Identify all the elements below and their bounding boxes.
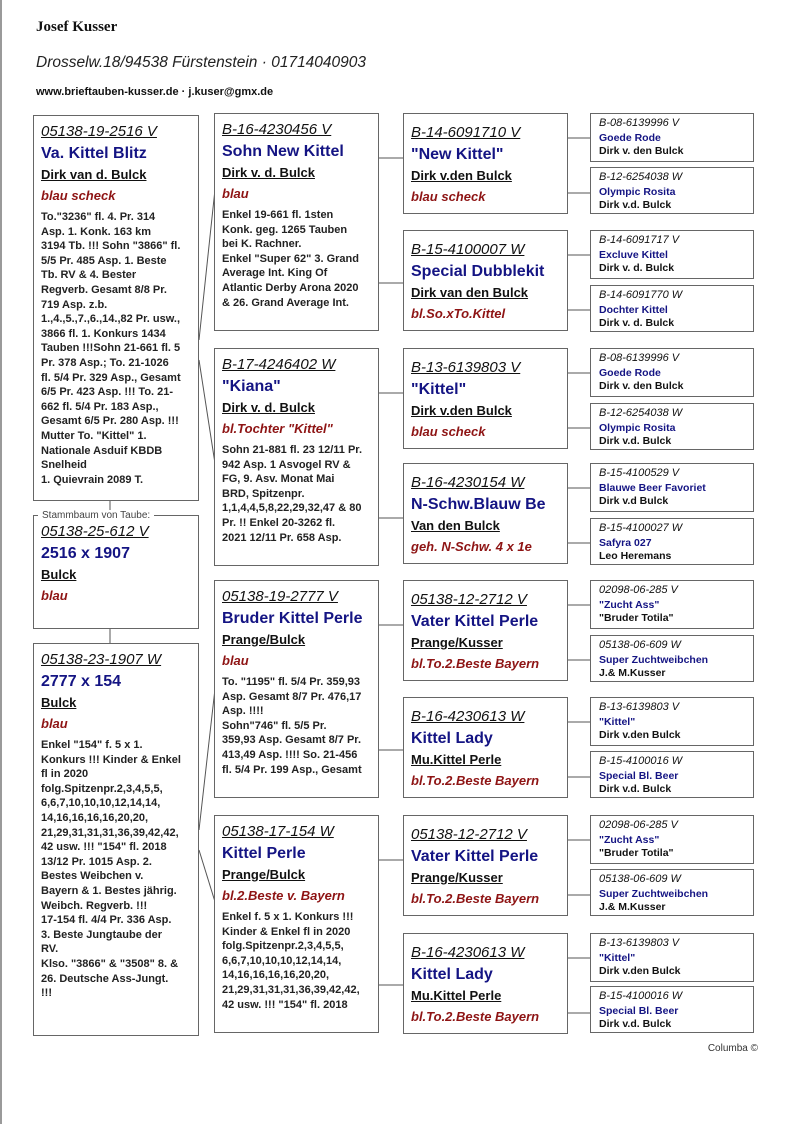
pigeon-ring: B-12-6254038 W xyxy=(599,407,683,419)
footer-credit: Columba © xyxy=(707,1043,758,1054)
pigeon-name: Special Bl. Beer xyxy=(599,1005,679,1017)
grandparent-box xyxy=(214,113,379,331)
pigeon-notes: Sohn 21-881 fl. 23 12/11 Pr. 942 Asp. 1 Asvogel RV & FG, 9. Asv. Monat Mai BRD, Spitzenpr. 1,1,4,4,5,8,22,29,32,47 & 80 Pr. !! Enkel 20-3262 fl. 2021 12/11 Pr. 658 Asp. xyxy=(222,444,363,544)
great-grandparent-box xyxy=(403,348,568,449)
pigeon-color: bl.To.2.Beste Bayern xyxy=(411,773,540,788)
pigeon-breeder: Leo Heremans xyxy=(599,550,672,562)
owner-web-email: www.brieftauben-kusser.de · j.kuser@gmx.de xyxy=(36,86,274,98)
father-box xyxy=(33,115,199,501)
pigeon-ring: B-16-4230613 W xyxy=(411,944,525,961)
great-great-grandparent-box xyxy=(590,348,754,397)
pigeon-color: geh. N-Schw. 4 x 1e xyxy=(411,539,532,554)
pigeon-name: Vater Kittel Perle xyxy=(411,848,539,865)
pigeon-breeder: J.& M.Kusser xyxy=(599,667,666,679)
pigeon-notes: Enkel "154" f. 5 x 1. Konkurs !!! Kinder & Enkel fl in 2020 folg.Spitzenpr.2,3,4,5,5, 6,6,7,10,10,10,12,14,14, 14,16,16,16,16,20,20, 21,29,31,31,31,36,39,42,42, 42 usw. !!! "154" fl. 2018 13/12 Pr. 1015 Asp. 2. Bestes Weibchen v. Bayern & 1. Bestes jährig. Weibch. Regverb. !!! 17-154 fl. 4/4 Pr. 336 Asp. 3. Beste Jungtaube der RV. Klso. "3866" & "3508" 8. & 26. Deutsche Ass-Jungt. !!! xyxy=(41,739,181,1000)
great-grandparent-box xyxy=(403,113,568,214)
pigeon-name: "New Kittel" xyxy=(411,146,504,163)
mother-box xyxy=(33,643,199,1036)
pigeon-breeder: Prange/Bulck xyxy=(222,632,306,647)
great-great-grandparent-box xyxy=(590,815,754,864)
pigeon-name: Kittel Lady xyxy=(411,966,493,983)
pigeon-breeder: Prange/Bulck xyxy=(222,867,306,882)
pigeon-ring: 05138-06-609 W xyxy=(599,639,681,651)
grandparent-box xyxy=(214,348,379,566)
pigeon-name: Super Zuchtweibchen xyxy=(599,654,709,666)
pigeon-name: "Kittel" xyxy=(411,381,467,398)
grandparent-box xyxy=(214,815,379,1033)
pigeon-color: bl.To.2.Beste Bayern xyxy=(411,656,540,671)
pigeon-ring: B-16-4230154 W xyxy=(411,474,525,491)
pigeon-ring: B-13-6139803 V xyxy=(599,937,680,949)
pigeon-ring: 05138-25-612 V xyxy=(41,523,149,540)
pigeon-name: "Kittel" xyxy=(599,952,636,964)
pigeon-breeder: Prange/Kusser xyxy=(411,870,503,885)
pigeon-ring: B-14-6091770 W xyxy=(599,289,683,301)
pigeon-breeder: Dirk v.d. Bulck xyxy=(599,435,672,447)
pigeon-name: "Zucht Ass" xyxy=(599,834,660,846)
pigeon-color: blau xyxy=(41,588,68,603)
great-great-grandparent-box xyxy=(590,869,754,916)
great-great-grandparent-box xyxy=(590,933,754,982)
pigeon-breeder: Dirk v.d. Bulck xyxy=(599,1018,672,1030)
owner-name: Josef Kusser xyxy=(36,19,118,35)
great-great-grandparent-box xyxy=(590,167,754,214)
pigeon-breeder: Mu.Kittel Perle xyxy=(411,988,502,1003)
pigeon-name: "Zucht Ass" xyxy=(599,599,660,611)
pigeon-ring: B-13-6139803 V xyxy=(599,701,680,713)
great-great-grandparent-box xyxy=(590,230,754,279)
subject-box xyxy=(33,515,199,629)
great-grandparent-box xyxy=(403,463,568,564)
pigeon-color: blau xyxy=(222,653,249,668)
pigeon-name: "Kittel" xyxy=(599,716,636,728)
great-great-grandparent-box xyxy=(590,635,754,682)
pigeon-color: bl.To.2.Beste Bayern xyxy=(411,1009,540,1024)
pigeon-ring: B-13-6139803 V xyxy=(411,359,521,376)
pigeon-breeder: Bulck xyxy=(41,567,77,582)
great-great-grandparent-box xyxy=(590,986,754,1033)
pigeon-breeder: Dirk v.den Bulck xyxy=(599,729,681,741)
pigeon-name: Goede Rode xyxy=(599,132,661,144)
pigeon-breeder: J.& M.Kusser xyxy=(599,901,666,913)
pigeon-breeder: Dirk v.den Bulck xyxy=(599,965,681,977)
pigeon-name: Olympic Rosita xyxy=(599,186,676,198)
pigeon-color: blau scheck xyxy=(411,424,486,439)
pigeon-breeder: Dirk v.den Bulck xyxy=(411,403,512,418)
pigeon-notes: To."3236" fl. 4. Pr. 314 Asp. 1. Konk. 163 km 3194 Tb. !!! Sohn "3866" fl. 5/5 Pr. 485 Asp. 1. Beste Tb. RV & 4. Bester Regverb. Gesamt 8/8 Pr. 719 Asp. z.b. 1.,4.,5.,7.,6.,14.,82 Pr. usw., 3866 fl. 1. Konkurs 1434 Tauben !!!Sohn 21-661 fl. 5 Pr. 378 Asp.; To. 21-1026 fl. 5/4 Pr. 329 Asp., Gesamt 6/5 Pr. 423 Asp. !!! To. 21- 662 fl. 5/4 Pr. 183 Asp., Gesamt 6/5 Pr. 280 Asp. !!! Mutter To. "Kittel" 1. Nationale Asduif KBDB Snelheid 1. Quievrain 2089 T. xyxy=(41,211,181,486)
pigeon-ring: B-15-4100016 W xyxy=(599,755,683,767)
pigeon-ring: B-08-6139996 V xyxy=(599,117,680,129)
pigeon-name: Sohn New Kittel xyxy=(222,143,344,160)
pigeon-ring: 05138-23-1907 W xyxy=(41,651,162,668)
great-great-grandparent-box xyxy=(590,285,754,332)
pigeon-ring: B-14-6091710 V xyxy=(411,124,521,141)
great-great-grandparent-box xyxy=(590,518,754,565)
pigeon-ring: 05138-12-2712 V xyxy=(411,826,527,843)
pigeon-ring: 05138-17-154 W xyxy=(222,823,334,840)
great-grandparent-box xyxy=(403,580,568,681)
pigeon-notes: To. "1195" fl. 5/4 Pr. 359,93 Asp. Gesamt 8/7 Pr. 476,17 Asp. !!!! Sohn"746" fl. 5/5 Pr. 359,93 Asp. Gesamt 8/7 Pr. 413,49 Asp. !!!! So. 21-456 fl. 5/4 Pr. 199 Asp., Gesamt xyxy=(222,676,362,776)
great-great-grandparent-box xyxy=(590,580,754,629)
pigeon-breeder: Prange/Kusser xyxy=(411,635,503,650)
pigeon-breeder: Dirk v. d. Bulck xyxy=(599,317,675,329)
pigeon-ring: B-08-6139996 V xyxy=(599,352,680,364)
pigeon-breeder: Dirk v.d. Bulck xyxy=(599,783,672,795)
pigeon-ring: 05138-06-609 W xyxy=(599,873,681,885)
subject-legend: Stammbaum von Taube: xyxy=(38,510,154,521)
pigeon-name: Super Zuchtweibchen xyxy=(599,888,709,900)
great-grandparent-box xyxy=(403,230,568,331)
pigeon-breeder: Dirk v.d Bulck xyxy=(599,495,669,507)
pigeon-ring: B-12-6254038 W xyxy=(599,171,683,183)
pigeon-color: blau xyxy=(222,186,249,201)
pigeon-breeder: Dirk v. d. Bulck xyxy=(222,165,315,180)
pigeon-name: "Kiana" xyxy=(222,378,281,395)
pigeon-color: blau xyxy=(41,716,68,731)
pigeon-name: Blauwe Beer Favoriet xyxy=(599,482,706,494)
pigeon-name: Va. Kittel Blitz xyxy=(41,145,147,162)
pigeon-ring: 05138-19-2516 V xyxy=(41,123,157,140)
pigeon-name: Olympic Rosita xyxy=(599,422,676,434)
great-great-grandparent-box xyxy=(590,113,754,162)
pigeon-breeder: Mu.Kittel Perle xyxy=(411,752,502,767)
owner-address: Drosselw.18/94538 Fürstenstein · 01714040903 xyxy=(36,54,367,71)
pigeon-color: bl.Tochter "Kittel" xyxy=(222,421,333,436)
pigeon-color: blau scheck xyxy=(41,188,116,203)
pigeon-color: bl.2.Beste v. Bayern xyxy=(222,888,345,903)
pigeon-breeder: Dirk v. den Bulck xyxy=(599,380,684,392)
pigeon-breeder: Dirk v.d. Bulck xyxy=(599,199,672,211)
pigeon-ring: B-15-4100016 W xyxy=(599,990,683,1002)
pigeon-ring: B-15-4100007 W xyxy=(411,241,525,258)
grandparent-box xyxy=(214,580,379,798)
pigeon-ring: 05138-12-2712 V xyxy=(411,591,527,608)
pigeon-name: Excluve Kittel xyxy=(599,249,668,261)
pigeon-ring: 02098-06-285 V xyxy=(599,584,678,596)
pigeon-ring: B-16-4230613 W xyxy=(411,708,525,725)
pigeon-name: Goede Rode xyxy=(599,367,661,379)
pigeon-ring: B-17-4246402 W xyxy=(222,356,336,373)
pigeon-color: bl.So.xTo.Kittel xyxy=(411,306,506,321)
great-great-grandparent-box xyxy=(590,751,754,798)
pigeon-name: 2777 x 154 xyxy=(41,673,122,690)
pigeon-ring: 02098-06-285 V xyxy=(599,819,678,831)
pigeon-notes: Enkel 19-661 fl. 1sten Konk. geg. 1265 Tauben bei K. Rachner. Enkel "Super 62" 3. Grand Average Int. King Of Atlantic Derby Arona 2020 & 26. Grand Average Int. xyxy=(222,209,359,309)
pigeon-breeder: Dirk van den Bulck xyxy=(411,285,529,300)
pigeon-breeder: Dirk van d. Bulck xyxy=(41,167,147,182)
pigeon-breeder: "Bruder Totila" xyxy=(599,847,674,859)
great-grandparent-box xyxy=(403,697,568,798)
pigeon-ring: B-14-6091717 V xyxy=(599,234,680,246)
pigeon-color: blau scheck xyxy=(411,189,486,204)
pigeon-breeder: Dirk v. d. Bulck xyxy=(599,262,675,274)
pigeon-name: N-Schw.Blauw Be xyxy=(411,496,546,513)
pigeon-breeder: Dirk v.den Bulck xyxy=(411,168,512,183)
pigeon-notes: Enkel f. 5 x 1. Konkurs !!! Kinder & Enkel fl in 2020 folg.Spitzenpr.2,3,4,5,5, 6,6,7,10,10,10,12,14,14, 14,16,16,16,16,20,20, 21,29,31,31,31,36,39,42,42, 42 usw. !!! "154" fl. 2018 xyxy=(222,911,360,1011)
pigeon-breeder: "Bruder Totila" xyxy=(599,612,674,624)
pigeon-name: Special Dubblekit xyxy=(411,263,545,280)
great-great-grandparent-box xyxy=(590,403,754,450)
great-great-grandparent-box xyxy=(590,463,754,512)
pigeon-name: Bruder Kittel Perle xyxy=(222,610,363,627)
pigeon-name: Safyra 027 xyxy=(599,537,652,549)
pigeon-name: Special Bl. Beer xyxy=(599,770,679,782)
pigeon-breeder: Dirk v. den Bulck xyxy=(599,145,684,157)
pigeon-breeder: Dirk v. d. Bulck xyxy=(222,400,315,415)
great-great-grandparent-box xyxy=(590,697,754,746)
pigeon-name: Vater Kittel Perle xyxy=(411,613,539,630)
pigeon-ring: B-15-4100027 W xyxy=(599,522,683,534)
pigeon-ring: B-16-4230456 V xyxy=(222,121,332,138)
great-grandparent-box xyxy=(403,933,568,1034)
pigeon-color: bl.To.2.Beste Bayern xyxy=(411,891,540,906)
great-grandparent-box xyxy=(403,815,568,916)
pigeon-ring: 05138-19-2777 V xyxy=(222,588,338,605)
pigeon-name: Kittel Lady xyxy=(411,730,493,747)
pigeon-name: Kittel Perle xyxy=(222,845,306,862)
pigeon-breeder: Van den Bulck xyxy=(411,518,500,533)
pigeon-name: 2516 x 1907 xyxy=(41,545,130,562)
pigeon-name: Dochter Kittel xyxy=(599,304,668,316)
pigeon-breeder: Bulck xyxy=(41,695,77,710)
pigeon-ring: B-15-4100529 V xyxy=(599,467,680,479)
